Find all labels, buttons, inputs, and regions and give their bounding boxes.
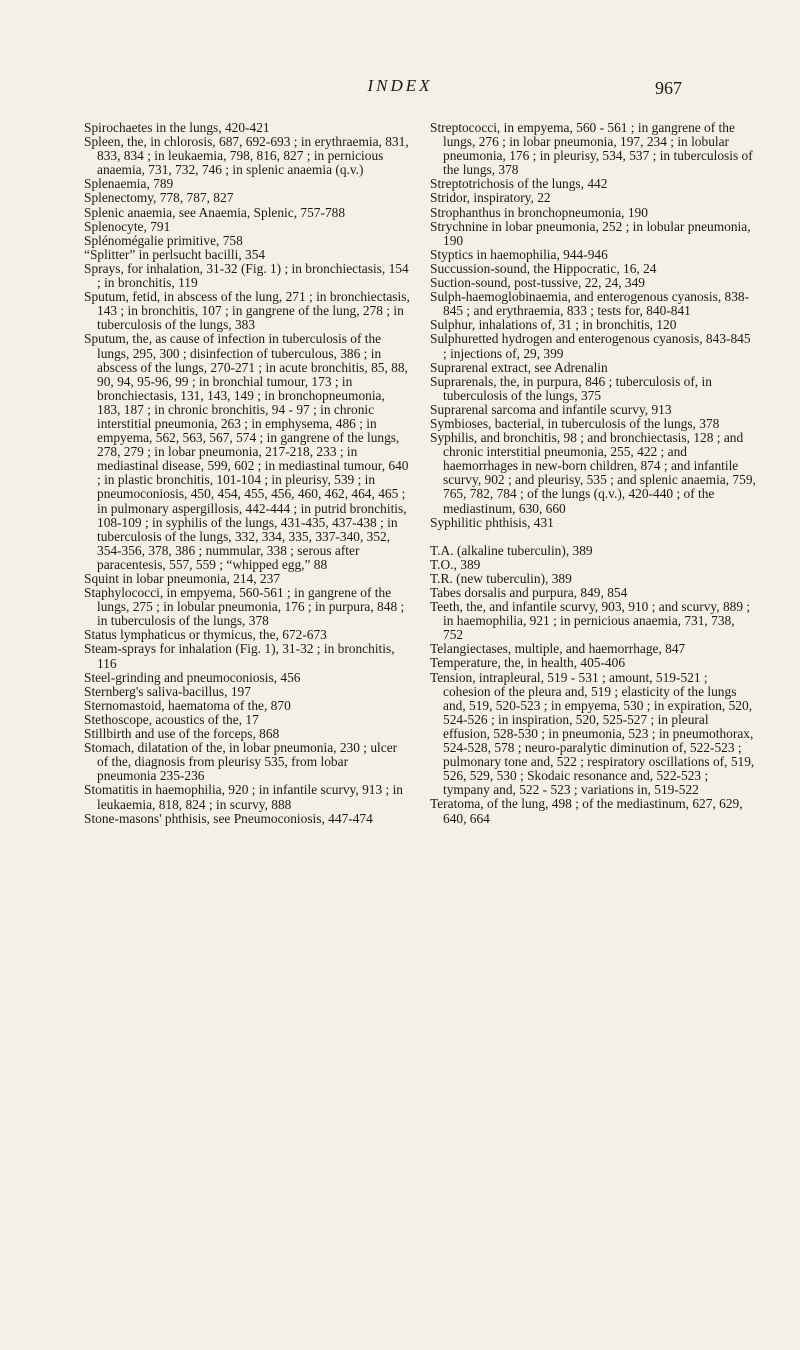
- index-entry: Sputum, the, as cause of infection in tuberculosis of the lungs, 295, 300 ; disinfection of tuberculous, 386 ; in abscess of the lungs, 270-271 ; in acute bronchitis, 85, 88, 90, 94, 95-96, 99 ; in bronchial tumour, 173 ; in bronchiectasis, 131, 143, 149 ; in bronchopneumonia, 183, 187 ; in chronic bronchitis, 94 - 97 ; in chronic interstitial pneumonia, 263 ; in emphysema, 486 ; in empyema, 562, 563, 567, 574 ; in gangrene of the lungs, 278, 279 ; in lobar pneumonia, 217-218, 233 ; in mediastinal disease, 599, 602 ; in mediastinal tumour, 640 ; in plastic bronchitis, 101-104 ; in pleurisy, 539 ; in pneumoconiosis, 450, 454, 455, 456, 460, 462, 464, 465 ; in pulmonary aspergillosis, 442-444 ; in putrid bronchitis, 108-109 ; in syphilis of the lungs, 431-435, 437-438 ; in tuberculosis of the lungs, 332, 334, 335, 337-340, 352, 354-356, 378, 386 ; nummular, 338 ; serous after paracentesis, 557, 559 ; “whipped egg,” 88: [84, 331, 409, 572]
- index-entry: Suprarenals, the, in purpura, 846 ; tuberculosis of, in tuberculosis of the lungs, 375: [430, 373, 712, 403]
- index-entry: Suprarenal extract, see Adrenalin: [430, 359, 608, 375]
- left-index-column: [84, 121, 410, 826]
- index-entry: Steel-grinding and pneumoconiosis, 456: [84, 669, 301, 685]
- index-entry: Succussion-sound, the Hippocratic, 16, 24: [430, 260, 657, 276]
- index-entry: Splénomégalie primitive, 758: [84, 232, 243, 248]
- index-entry: Sulph-haemoglobinaemia, and enterogenous cyanosis, 838-845 ; and erythraemia, 833 ; tests for, 840-841: [430, 289, 750, 319]
- index-entry: Strophanthus in bronchopneumonia, 190: [430, 204, 648, 220]
- page-number: 967: [655, 78, 682, 98]
- index-entry: Sprays, for inhalation, 31-32 (Fig. 1) ; in bronchiectasis, 154 ; in bronchitis, 119: [84, 260, 409, 291]
- index-entry: Staphylococci, in empyema, 560-561 ; in gangrene of the lungs, 275 ; in lobular pneumonia, 176 ; in purpura, 848 ; in tuberculosis of the lungs, 378: [84, 585, 405, 629]
- index-entry: Styptics in haemophilia, 944-946: [430, 246, 608, 262]
- index-entry: Splenocyte, 791: [84, 218, 171, 234]
- index-entry: Stomatitis in haemophilia, 920 ; in infantile scurvy, 913 ; in leukaemia, 818, 824 ; in scurvy, 888: [84, 782, 403, 812]
- index-entry: T.A. (alkaline tuberculin), 389: [430, 542, 593, 558]
- index-entry: Spleen, the, in chlorosis, 687, 692-693 ; in erythraemia, 831, 833, 834 ; in leukaemia, 798, 816, 827 ; in pernicious anaemia, 731, 732, 746 ; in splenic anaemia (q.v.): [84, 134, 409, 178]
- page-header: [0, 76, 800, 106]
- index-entry: Sternomastoid, haematoma of the, 870: [84, 697, 291, 713]
- index-entry: Stillbirth and use of the forceps, 868: [84, 726, 280, 742]
- index-entry: Stone-masons' phthisis, see Pneumoconiosis, 447-474: [84, 810, 373, 826]
- index-entry: Splenectomy, 778, 787, 827: [84, 190, 234, 206]
- index-entry: Sternberg's saliva-bacillus, 197: [84, 683, 251, 699]
- index-entry: Syphilis, and bronchitis, 98 ; and bronchiectasis, 128 ; and chronic interstitial pneumonia, 255, 422 ; and haemorrhages in new-born children, 874 ; and infantile scurvy, 902 ; and pleurisy, 535 ; and splenic anaemia, 759, 765, 782, 784 ; of the lungs (q.v.), 420-440 ; of the mediastinum, 630, 660: [430, 430, 756, 516]
- index-entry: Telangiectases, multiple, and haemorrhage, 847: [430, 641, 686, 657]
- index-entry: Suprarenal sarcoma and infantile scurvy, 913: [430, 401, 672, 417]
- index-entry: “Splitter” in perlsucht bacilli, 354: [84, 246, 266, 262]
- index-entry: Teratoma, of the lung, 498 ; of the mediastinum, 627, 629, 640, 664: [430, 796, 743, 826]
- right-index-column: [430, 121, 756, 826]
- index-entry: Sulphur, inhalations of, 31 ; in bronchitis, 120: [430, 317, 677, 333]
- index-entry: Steam-sprays for inhalation (Fig. 1), 31-32 ; in bronchitis, 116: [84, 641, 395, 671]
- index-entry: Status lymphaticus or thymicus, the, 672-673: [84, 627, 327, 643]
- index-entry: Squint in lobar pneumonia, 214, 237: [84, 571, 281, 586]
- index-entry: T.O., 389: [430, 556, 481, 572]
- index-entry: Symbioses, bacterial, in tuberculosis of the lungs, 378: [430, 415, 720, 431]
- index-entry: Stomach, dilatation of the, in lobar pneumonia, 230 ; ulcer of the, diagnosis from pleurisy 535, from lobar pneumonia 235-236: [84, 740, 398, 784]
- index-entry: Stridor, inspiratory, 22: [430, 190, 551, 206]
- index-entry: Sputum, fetid, in abscess of the lung, 271 ; in bronchiectasis, 143 ; in bronchitis, 107 ; in gangrene of the lung, 278 ; in tuberculosis of the lungs, 383: [84, 289, 410, 333]
- index-entry: Streptococci, in empyema, 560 - 561 ; in gangrene of the lungs, 276 ; in lobar pneumonia, 197, 234 ; in lobular pneumonia, 176 ; in pleurisy, 534, 537 ; in tuberculosis of the lungs, 378: [430, 120, 753, 178]
- index-entry: Temperature, the, in health, 405-406: [430, 655, 626, 671]
- index-entry: Syphilitic phthisis, 431: [430, 514, 554, 530]
- index-entry: Splenic anaemia, see Anaemia, Splenic, 757-788: [84, 204, 346, 220]
- index-entry: Sulphuretted hydrogen and enterogenous cyanosis, 843-845 ; injections of, 29, 399: [430, 331, 751, 361]
- index-entry: Teeth, the, and infantile scurvy, 903, 910 ; and scurvy, 889 ; in haemophilia, 921 ; in pernicious anaemia, 731, 738, 752: [430, 599, 751, 643]
- index-entry: Tabes dorsalis and purpura, 849, 854: [430, 585, 628, 600]
- index-entry: Strychnine in lobar pneumonia, 252 ; in lobular pneumonia, 190: [430, 218, 751, 248]
- index-entry: T.R. (new tuberculin), 389: [430, 570, 572, 586]
- index-entry: Splenaemia, 789: [84, 176, 174, 192]
- index-entry: Spirochaetes in the lungs, 420-421: [84, 120, 270, 135]
- index-entry: Streptotrichosis of the lungs, 442: [430, 176, 608, 192]
- running-title: INDEX: [367, 76, 433, 95]
- index-entry: Stethoscope, acoustics of the, 17: [84, 711, 259, 727]
- index-entry: Tension, intrapleural, 519 - 531 ; amount, 519-521 ; cohesion of the pleura and, 519 ; elasticity of the lungs and, 519, 520-523 ; in empyema, 530 ; in expiration, 520, 524-526 ; in inspiration, 520, 525-527 ; in pleural effusion, 528-530 ; in pneumonia, 523 ; in pneumothorax, 524-528, 578 ; neuro-paralytic diminution of, 522-523 ; pulmonary tone and, 522 ; respiratory oscillations of, 519, 526, 529, 530 ; Skodaic resonance and, 522-523 ; tympany and, 522 - 523 ; variations in, 519-522: [430, 669, 755, 798]
- index-entry: Suction-sound, post-tussive, 22, 24, 349: [430, 275, 645, 291]
